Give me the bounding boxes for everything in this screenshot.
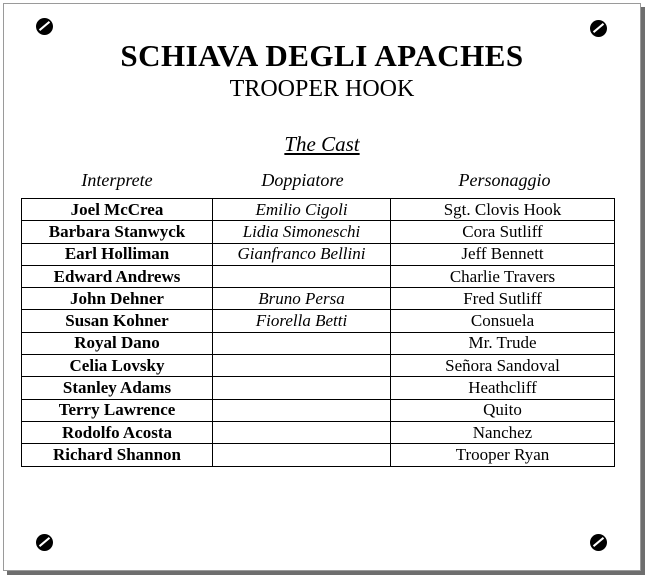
screw-icon <box>590 534 607 551</box>
role-cell: Heathcliff <box>391 377 615 399</box>
actor-cell: Edward Andrews <box>22 265 213 287</box>
dubber-cell: Bruno Persa <box>213 288 391 310</box>
role-cell: Nanchez <box>391 421 615 443</box>
role-cell: Consuela <box>391 310 615 332</box>
role-cell: Sgt. Clovis Hook <box>391 199 615 221</box>
role-cell: Cora Sutliff <box>391 221 615 243</box>
role-cell: Quito <box>391 399 615 421</box>
role-cell: Fred Sutliff <box>391 288 615 310</box>
dubber-cell <box>213 265 391 287</box>
dubber-cell <box>213 377 391 399</box>
cast-plaque <box>3 3 641 571</box>
table-row <box>22 355 615 377</box>
table-row <box>22 243 615 265</box>
table-row <box>22 199 615 221</box>
actor-cell: Terry Lawrence <box>22 399 213 421</box>
actor-cell: Royal Dano <box>22 332 213 354</box>
dubber-cell <box>213 355 391 377</box>
role-cell: Mr. Trude <box>391 332 615 354</box>
dubber-cell: Gianfranco Bellini <box>213 243 391 265</box>
screw-icon <box>36 18 53 35</box>
cast-heading: The Cast <box>284 132 360 156</box>
dubber-cell: Lidia Simoneschi <box>213 221 391 243</box>
dubber-cell <box>213 332 391 354</box>
role-cell: Trooper Ryan <box>391 444 615 466</box>
dubber-cell <box>213 444 391 466</box>
column-header-role: Personaggio <box>458 170 551 190</box>
cast-table <box>21 198 615 467</box>
table-row <box>22 444 615 466</box>
actor-cell: Barbara Stanwyck <box>22 221 213 243</box>
table-row <box>22 265 615 287</box>
table-row <box>22 332 615 354</box>
column-header-dubber: Doppiatore <box>261 170 344 190</box>
role-cell: Charlie Travers <box>391 265 615 287</box>
role-cell: Señora Sandoval <box>391 355 615 377</box>
film-title: SCHIAVA DEGLI APACHES <box>120 38 524 73</box>
actor-cell: Richard Shannon <box>22 444 213 466</box>
actor-cell: Celia Lovsky <box>22 355 213 377</box>
actor-cell: John Dehner <box>22 288 213 310</box>
table-row <box>22 310 615 332</box>
table-row <box>22 288 615 310</box>
actor-cell: Joel McCrea <box>22 199 213 221</box>
screw-icon <box>590 20 607 37</box>
dubber-cell: Fiorella Betti <box>213 310 391 332</box>
table-row <box>22 399 615 421</box>
dubber-cell: Emilio Cigoli <box>213 199 391 221</box>
table-row <box>22 221 615 243</box>
dubber-cell <box>213 399 391 421</box>
role-cell: Jeff Bennett <box>391 243 615 265</box>
dubber-cell <box>213 421 391 443</box>
screw-icon <box>36 534 53 551</box>
actor-cell: Stanley Adams <box>22 377 213 399</box>
actor-cell: Rodolfo Acosta <box>22 421 213 443</box>
film-subtitle: TROOPER HOOK <box>229 76 415 102</box>
table-row <box>22 421 615 443</box>
actor-cell: Susan Kohner <box>22 310 213 332</box>
column-header-actor: Interprete <box>81 170 153 190</box>
table-row <box>22 377 615 399</box>
actor-cell: Earl Holliman <box>22 243 213 265</box>
